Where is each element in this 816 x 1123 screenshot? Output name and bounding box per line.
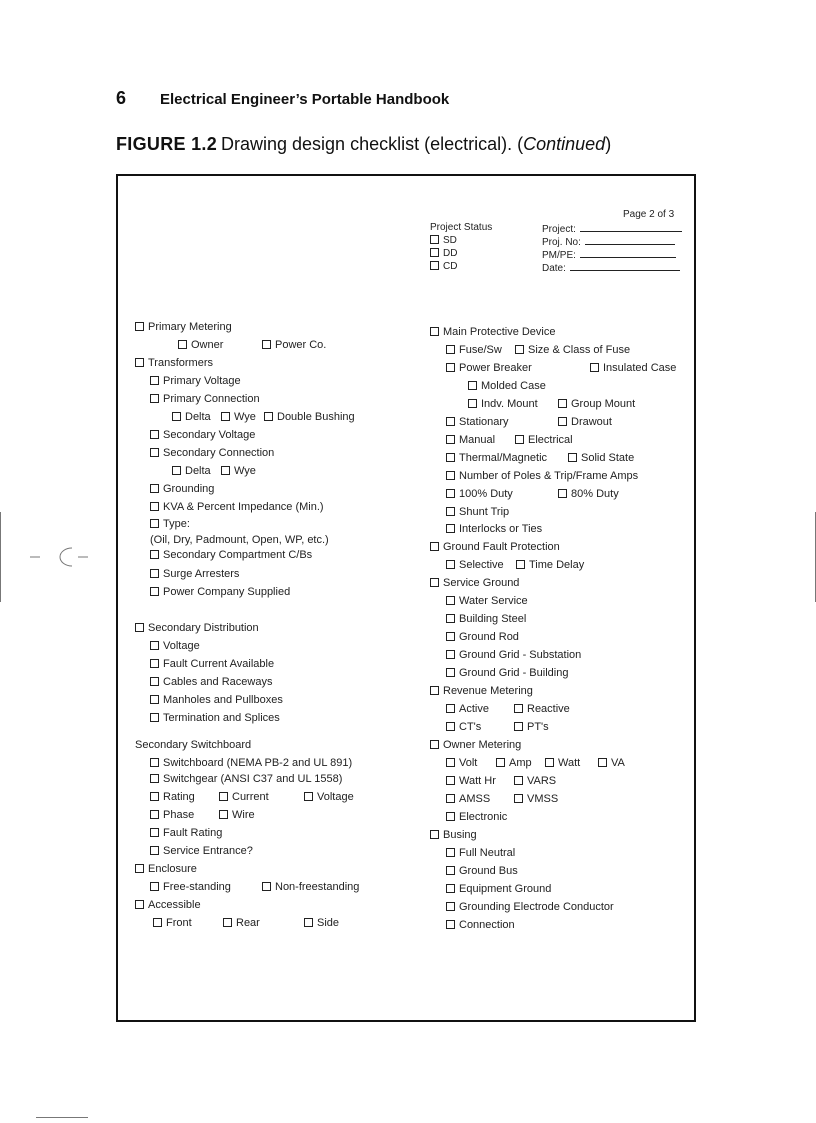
checkbox[interactable] [430, 248, 439, 257]
checkbox[interactable] [516, 560, 525, 569]
interlocks-ties[interactable]: Interlocks or Ties [446, 523, 542, 536]
checkbox[interactable] [150, 394, 159, 403]
checkbox[interactable] [150, 828, 159, 837]
amss[interactable]: AMSS [446, 793, 490, 806]
switchboard[interactable]: Switchboard (NEMA PB-2 and UL 891) [150, 757, 352, 770]
checkbox[interactable] [150, 550, 159, 559]
checkbox[interactable] [150, 695, 159, 704]
checkbox[interactable] [150, 587, 159, 596]
checkbox[interactable] [135, 864, 144, 873]
voltage[interactable]: Voltage [150, 640, 200, 653]
vmss[interactable]: VMSS [514, 793, 558, 806]
vars[interactable]: VARS [514, 775, 556, 788]
fill-in-line[interactable] [580, 248, 676, 258]
busing[interactable]: Busing [430, 829, 477, 842]
shunt-trip[interactable]: Shunt Trip [446, 506, 509, 519]
checkbox[interactable] [446, 453, 455, 462]
duty-80[interactable]: 80% Duty [558, 488, 619, 501]
page-number: 6 [116, 88, 127, 108]
checkbox[interactable] [568, 453, 577, 462]
checkbox[interactable] [262, 340, 271, 349]
checkbox[interactable] [446, 471, 455, 480]
group-mount[interactable]: Group Mount [558, 398, 635, 411]
primary-metering[interactable]: Primary Metering [135, 321, 232, 334]
pm-pe-field[interactable]: PM/PE: [542, 248, 676, 262]
left-margin-mark [0, 512, 1, 602]
checkbox[interactable] [150, 484, 159, 493]
bottom-crop-mark [36, 1117, 88, 1118]
checkbox[interactable] [446, 489, 455, 498]
type-note: (Oil, Dry, Padmount, Open, WP, etc.) [150, 534, 329, 546]
checkbox[interactable] [150, 810, 159, 819]
switchboard-voltage[interactable]: Voltage [304, 791, 354, 804]
checkbox[interactable] [446, 668, 455, 677]
checkbox[interactable] [430, 740, 439, 749]
service-entrance[interactable]: Service Entrance? [150, 845, 253, 858]
fill-in-line[interactable] [580, 222, 682, 232]
checkbox[interactable] [150, 774, 159, 783]
checkbox[interactable] [468, 399, 477, 408]
checkbox[interactable] [172, 412, 181, 421]
front[interactable]: Front [153, 917, 192, 930]
status-sd[interactable]: SD [430, 235, 457, 247]
figure-label: FIGURE 1.2 [116, 134, 218, 154]
book-title: Electrical Engineer’s Portable Handbook [160, 91, 450, 108]
double-bushing[interactable]: Double Bushing [264, 411, 355, 424]
checkbox[interactable] [150, 569, 159, 578]
pts[interactable]: PT's [514, 721, 549, 734]
revenue-metering[interactable]: Revenue Metering [430, 685, 533, 698]
non-freestanding[interactable]: Non-freestanding [262, 881, 359, 894]
date-field[interactable]: Date: [542, 261, 680, 275]
project-status-title: Project Status [430, 222, 493, 233]
checkbox[interactable] [430, 327, 439, 336]
enclosure[interactable]: Enclosure [135, 863, 197, 876]
duty-100[interactable]: 100% Duty [446, 488, 513, 501]
ground-grid-building[interactable]: Ground Grid - Building [446, 667, 568, 680]
drawout[interactable]: Drawout [558, 416, 612, 429]
power-co[interactable]: Power Co. [262, 339, 326, 352]
primary-wye[interactable]: Wye [221, 411, 256, 424]
secondary-connection[interactable]: Secondary Connection [150, 447, 274, 460]
checkbox[interactable] [446, 614, 455, 623]
building-steel[interactable]: Building Steel [446, 613, 526, 626]
owner-metering[interactable]: Owner Metering [430, 739, 521, 752]
checkbox[interactable] [264, 412, 273, 421]
transformers[interactable]: Transformers [135, 357, 213, 370]
checkbox[interactable] [446, 722, 455, 731]
checkbox[interactable] [150, 846, 159, 855]
fuse-sw[interactable]: Fuse/Sw [446, 344, 502, 357]
checkbox[interactable] [446, 812, 455, 821]
manual[interactable]: Manual [446, 434, 495, 447]
checkbox[interactable] [514, 794, 523, 803]
checkbox[interactable] [150, 713, 159, 722]
type[interactable]: Type: [150, 518, 190, 531]
status-dd[interactable]: DD [430, 248, 457, 260]
secondary-compartment[interactable]: Secondary Compartment C/Bs [150, 549, 312, 562]
ground-fault-protection[interactable]: Ground Fault Protection [430, 541, 560, 554]
checkbox[interactable] [514, 722, 523, 731]
checkbox[interactable] [150, 882, 159, 891]
status-cd[interactable]: CD [430, 261, 457, 273]
checkbox[interactable] [304, 918, 313, 927]
checkbox[interactable] [223, 918, 232, 927]
checkbox[interactable] [598, 758, 607, 767]
secondary-distribution[interactable]: Secondary Distribution [135, 622, 259, 635]
checkbox[interactable] [304, 792, 313, 801]
checkbox[interactable] [446, 345, 455, 354]
reactive[interactable]: Reactive [514, 703, 570, 716]
water-service[interactable]: Water Service [446, 595, 528, 608]
checkbox[interactable] [221, 466, 230, 475]
checkbox[interactable] [135, 900, 144, 909]
primary-connection[interactable]: Primary Connection [150, 393, 260, 406]
checkbox[interactable] [468, 381, 477, 390]
checkbox[interactable] [150, 430, 159, 439]
checkbox[interactable] [515, 345, 524, 354]
form-page-indicator: Page 2 of 3 [623, 209, 675, 220]
full-neutral[interactable]: Full Neutral [446, 847, 515, 860]
va[interactable]: VA [598, 757, 625, 770]
checkbox[interactable] [446, 507, 455, 516]
number-of-poles[interactable]: Number of Poles & Trip/Frame Amps [446, 470, 638, 483]
checkbox[interactable] [446, 776, 455, 785]
ground-grid-substation[interactable]: Ground Grid - Substation [446, 649, 581, 662]
checkbox[interactable] [430, 235, 439, 244]
checkbox[interactable] [446, 435, 455, 444]
fill-in-line[interactable] [570, 261, 680, 271]
amp[interactable]: Amp [496, 757, 532, 770]
checkbox[interactable] [446, 524, 455, 533]
selective[interactable]: Selective [446, 559, 504, 572]
service-ground[interactable]: Service Ground [430, 577, 519, 590]
checkbox[interactable] [153, 918, 162, 927]
checkbox[interactable] [496, 758, 505, 767]
secondary-delta[interactable]: Delta [172, 465, 211, 478]
primary-delta[interactable]: Delta [172, 411, 211, 424]
checkbox[interactable] [446, 560, 455, 569]
equipment-ground[interactable]: Equipment Ground [446, 883, 551, 896]
checkbox[interactable] [172, 466, 181, 475]
side[interactable]: Side [304, 917, 339, 930]
checkbox[interactable] [430, 830, 439, 839]
checkbox[interactable] [135, 322, 144, 331]
checkbox[interactable] [446, 920, 455, 929]
checkbox[interactable] [446, 363, 455, 372]
rating[interactable]: Rating [150, 791, 195, 804]
checkbox[interactable] [514, 776, 523, 785]
indv-mount[interactable]: Indv. Mount [468, 398, 538, 411]
checkbox[interactable] [446, 848, 455, 857]
termination-splices[interactable]: Termination and Splices [150, 712, 280, 725]
checkbox[interactable] [150, 758, 159, 767]
connection[interactable]: Connection [446, 919, 515, 932]
rear[interactable]: Rear [223, 917, 260, 930]
solid-state[interactable]: Solid State [568, 452, 634, 465]
registration-mark-icon [26, 544, 90, 570]
checkbox[interactable] [446, 902, 455, 911]
checkbox[interactable] [135, 623, 144, 632]
phase[interactable]: Phase [150, 809, 194, 822]
active[interactable]: Active [446, 703, 489, 716]
size-class-fuse[interactable]: Size & Class of Fuse [515, 344, 630, 357]
checkbox[interactable] [446, 632, 455, 641]
checkbox[interactable] [150, 502, 159, 511]
secondary-switchboard-heading: Secondary Switchboard [135, 739, 252, 751]
checkbox[interactable] [446, 417, 455, 426]
checkbox[interactable] [150, 519, 159, 528]
wire[interactable]: Wire [219, 809, 255, 822]
checkbox[interactable] [446, 884, 455, 893]
checkbox[interactable] [135, 358, 144, 367]
checkbox[interactable] [446, 704, 455, 713]
checkbox[interactable] [446, 758, 455, 767]
checkbox[interactable] [558, 417, 567, 426]
checkbox[interactable] [219, 792, 228, 801]
figure-caption: Drawing design checklist (electrical). (Continued) [221, 134, 612, 154]
checkbox[interactable] [430, 261, 439, 270]
secondary-wye[interactable]: Wye [221, 465, 256, 478]
checkbox[interactable] [558, 489, 567, 498]
cables-raceways[interactable]: Cables and Raceways [150, 676, 272, 689]
volt[interactable]: Volt [446, 757, 477, 770]
manholes-pullboxes[interactable]: Manholes and Pullboxes [150, 694, 283, 707]
main-protective-device[interactable]: Main Protective Device [430, 326, 556, 339]
checkbox[interactable] [430, 686, 439, 695]
checkbox[interactable] [178, 340, 187, 349]
checkbox[interactable] [446, 650, 455, 659]
checkbox[interactable] [219, 810, 228, 819]
electrical[interactable]: Electrical [515, 434, 573, 447]
current[interactable]: Current [219, 791, 269, 804]
project-field[interactable]: Project: [542, 222, 682, 236]
checkbox[interactable] [150, 641, 159, 650]
thermal-magnetic[interactable]: Thermal/Magnetic [446, 452, 547, 465]
insulated-case[interactable]: Insulated Case [590, 362, 676, 375]
checkbox[interactable] [221, 412, 230, 421]
time-delay[interactable]: Time Delay [516, 559, 584, 572]
ground-bus[interactable]: Ground Bus [446, 865, 518, 878]
molded-case[interactable]: Molded Case [468, 380, 546, 393]
checkbox[interactable] [262, 882, 271, 891]
power-breaker[interactable]: Power Breaker [446, 362, 532, 375]
checkbox[interactable] [446, 866, 455, 875]
checkbox[interactable] [545, 758, 554, 767]
proj-no-field[interactable]: Proj. No: [542, 235, 675, 249]
accessible[interactable]: Accessible [135, 899, 201, 912]
checkbox[interactable] [590, 363, 599, 372]
checkbox[interactable] [515, 435, 524, 444]
checkbox[interactable] [150, 659, 159, 668]
watt[interactable]: Watt [545, 757, 580, 770]
fault-current[interactable]: Fault Current Available [150, 658, 274, 671]
electronic[interactable]: Electronic [446, 811, 507, 824]
grounding-electrode-conductor[interactable]: Grounding Electrode Conductor [446, 901, 614, 914]
stationary[interactable]: Stationary [446, 416, 509, 429]
surge-arresters[interactable]: Surge Arresters [150, 568, 239, 581]
cts[interactable]: CT's [446, 721, 481, 734]
fill-in-line[interactable] [585, 235, 675, 245]
checkbox[interactable] [150, 792, 159, 801]
secondary-voltage[interactable]: Secondary Voltage [150, 429, 255, 442]
checkbox[interactable] [446, 794, 455, 803]
switchgear[interactable]: Switchgear (ANSI C37 and UL 1558) [150, 773, 342, 786]
checkbox[interactable] [430, 542, 439, 551]
checkbox[interactable] [514, 704, 523, 713]
primary-voltage[interactable]: Primary Voltage [150, 375, 241, 388]
checkbox[interactable] [150, 448, 159, 457]
kva-impedance[interactable]: KVA & Percent Impedance (Min.) [150, 501, 324, 514]
power-company-supplied[interactable]: Power Company Supplied [150, 586, 290, 599]
checkbox[interactable] [558, 399, 567, 408]
free-standing[interactable]: Free-standing [150, 881, 231, 894]
checkbox[interactable] [150, 677, 159, 686]
checkbox[interactable] [150, 376, 159, 385]
checkbox[interactable] [446, 596, 455, 605]
checkbox[interactable] [430, 578, 439, 587]
ground-rod[interactable]: Ground Rod [446, 631, 519, 644]
fault-rating[interactable]: Fault Rating [150, 827, 222, 840]
grounding[interactable]: Grounding [150, 483, 214, 496]
watt-hr[interactable]: Watt Hr [446, 775, 496, 788]
owner[interactable]: Owner [178, 339, 223, 352]
